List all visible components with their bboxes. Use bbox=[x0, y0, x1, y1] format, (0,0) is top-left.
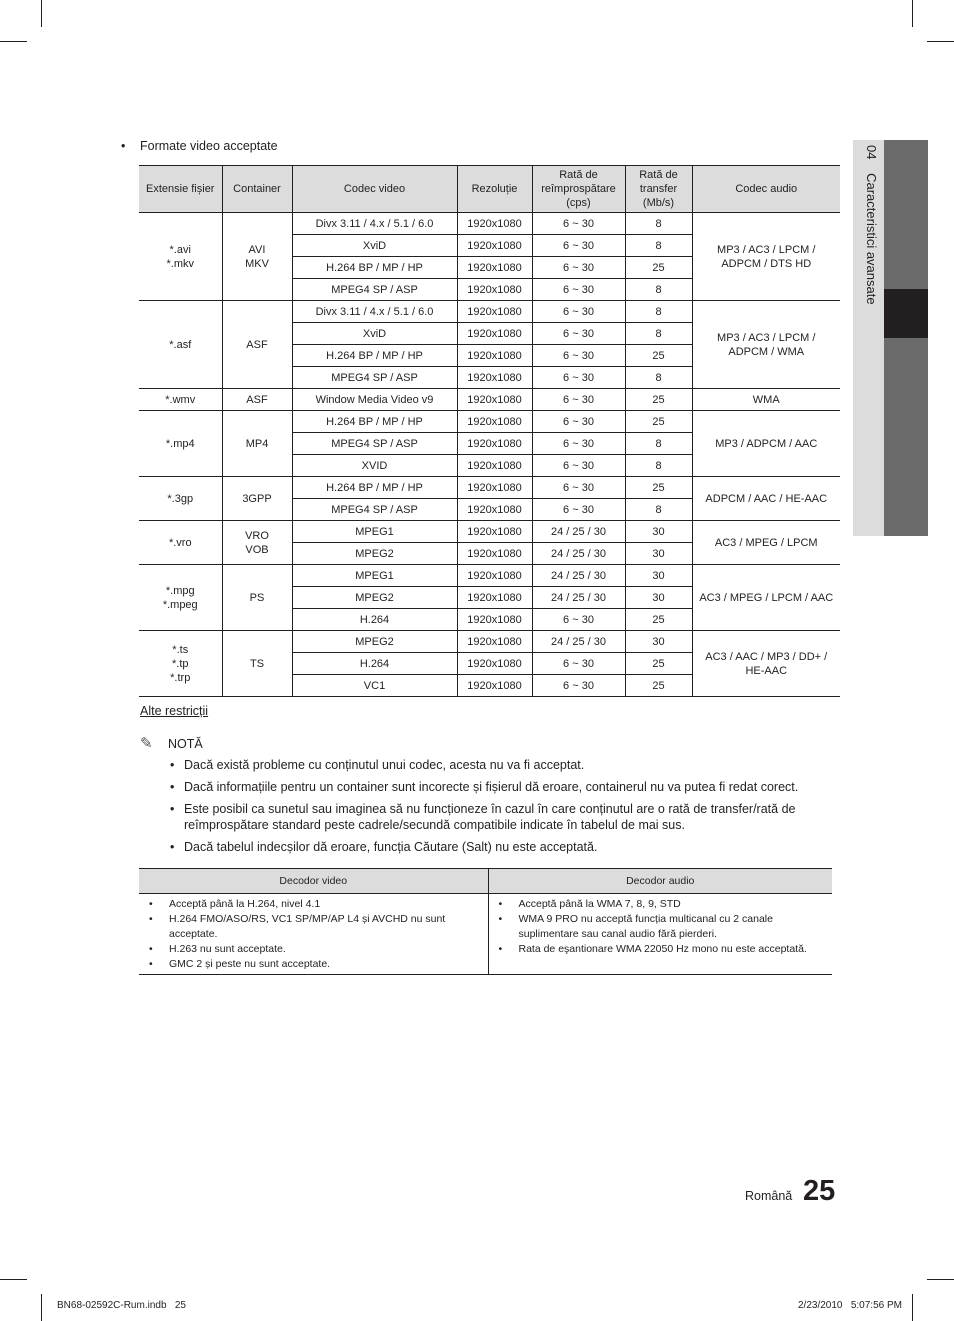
resolution-cell: 1920x1080 bbox=[457, 411, 532, 433]
list-item: • GMC 2 și peste nu sunt acceptate. bbox=[139, 957, 488, 972]
crop-mark bbox=[912, 1294, 913, 1321]
notes-list bbox=[170, 757, 840, 861]
frame-rate-cell: 24 / 25 / 30 bbox=[532, 631, 625, 653]
resolution-cell: 1920x1080 bbox=[457, 235, 532, 257]
list-item: • Acceptă până la H.264, nivel 4.1 bbox=[139, 897, 488, 912]
frame-rate-cell: 6 ~ 30 bbox=[532, 477, 625, 499]
header-resolution: Rezoluție bbox=[457, 166, 532, 213]
resolution-cell: 1920x1080 bbox=[457, 631, 532, 653]
header-bit-rate: Rată de transfer (Mb/s) bbox=[625, 166, 692, 213]
resolution-cell: 1920x1080 bbox=[457, 257, 532, 279]
video-codec-cell: H.264 BP / MP / HP bbox=[292, 257, 457, 279]
extension-cell: *.vro bbox=[139, 521, 222, 565]
frame-rate-cell: 6 ~ 30 bbox=[532, 433, 625, 455]
list-item: • Dacă tabelul indecșilor dă eroare, funcția Căutare (Salt) nu este acceptată. bbox=[170, 839, 840, 855]
list-item: • H.263 nu sunt acceptate. bbox=[139, 942, 488, 957]
language-label: Română bbox=[745, 1189, 793, 1203]
resolution-cell: 1920x1080 bbox=[457, 345, 532, 367]
crop-mark bbox=[41, 0, 42, 27]
chapter-tab-marker bbox=[884, 289, 928, 338]
frame-rate-cell: 24 / 25 / 30 bbox=[532, 587, 625, 609]
chapter-number: 04 bbox=[864, 145, 879, 160]
extension-cell: *.ts *.tp *.trp bbox=[139, 631, 222, 697]
table-row bbox=[139, 389, 840, 411]
container-cell: ASF bbox=[222, 389, 292, 411]
video-codec-cell: XVID bbox=[292, 455, 457, 477]
container-cell: MP4 bbox=[222, 411, 292, 477]
extension-cell: *.3gp bbox=[139, 477, 222, 521]
video-codec-cell: MPEG4 SP / ASP bbox=[292, 433, 457, 455]
header-video-codec: Codec video bbox=[292, 166, 457, 213]
crop-mark bbox=[927, 1279, 954, 1280]
video-codec-cell: MPEG2 bbox=[292, 631, 457, 653]
video-codec-cell: H.264 BP / MP / HP bbox=[292, 411, 457, 433]
bit-rate-cell: 8 bbox=[625, 455, 692, 477]
bit-rate-cell: 8 bbox=[625, 213, 692, 235]
frame-rate-cell: 6 ~ 30 bbox=[532, 279, 625, 301]
resolution-cell: 1920x1080 bbox=[457, 455, 532, 477]
frame-rate-cell: 6 ~ 30 bbox=[532, 301, 625, 323]
video-codec-cell: MPEG1 bbox=[292, 521, 457, 543]
table-row bbox=[139, 521, 840, 543]
list-item: • Este posibil ca sunetul sau imaginea să nu funcționeze în cazul în care conținutul are o rată de transfer/rată de reîmprospătare standard peste cadrele/secundă compatibile indicate în tabelul de mai sus. bbox=[170, 801, 840, 833]
list-item: • WMA 9 PRO nu acceptă funcția multicanal cu 2 canale suplimentare sau canal audio fără pierderi. bbox=[489, 912, 833, 942]
bit-rate-cell: 30 bbox=[625, 543, 692, 565]
video-codec-cell: MPEG1 bbox=[292, 565, 457, 587]
video-codec-cell: XviD bbox=[292, 235, 457, 257]
bit-rate-cell: 30 bbox=[625, 631, 692, 653]
video-codec-cell: XviD bbox=[292, 323, 457, 345]
print-timestamp: 2/23/2010 5:07:56 PM bbox=[798, 1300, 902, 1311]
resolution-cell: 1920x1080 bbox=[457, 499, 532, 521]
intro-bullet: • Formate video acceptate bbox=[121, 139, 278, 153]
bit-rate-cell: 25 bbox=[625, 411, 692, 433]
frame-rate-cell: 6 ~ 30 bbox=[532, 455, 625, 477]
frame-rate-cell: 6 ~ 30 bbox=[532, 257, 625, 279]
header-extension: Extensie fișier bbox=[139, 166, 222, 213]
crop-mark bbox=[41, 1294, 42, 1321]
list-item: • Acceptă până la WMA 7, 8, 9, STD bbox=[489, 897, 833, 912]
table-row bbox=[139, 301, 840, 323]
extension-cell: *.wmv bbox=[139, 389, 222, 411]
frame-rate-cell: 6 ~ 30 bbox=[532, 653, 625, 675]
list-item: • Dacă informațiile pentru un container sunt incorecte și fișierul dă eroare, containerul nu va putea fi redat corect. bbox=[170, 779, 840, 795]
note-label: NOTĂ bbox=[168, 737, 203, 751]
video-codec-cell: MPEG4 SP / ASP bbox=[292, 367, 457, 389]
bit-rate-cell: 30 bbox=[625, 521, 692, 543]
table-row bbox=[139, 477, 840, 499]
frame-rate-cell: 6 ~ 30 bbox=[532, 411, 625, 433]
bit-rate-cell: 30 bbox=[625, 565, 692, 587]
header-video-decoder: Decodor video bbox=[139, 869, 488, 894]
video-formats-table bbox=[139, 165, 840, 697]
bit-rate-cell: 25 bbox=[625, 389, 692, 411]
audio-codec-cell: MP3 / ADPCM / AAC bbox=[692, 411, 840, 477]
resolution-cell: 1920x1080 bbox=[457, 477, 532, 499]
bit-rate-cell: 25 bbox=[625, 345, 692, 367]
frame-rate-cell: 6 ~ 30 bbox=[532, 345, 625, 367]
bit-rate-cell: 8 bbox=[625, 499, 692, 521]
frame-rate-cell: 24 / 25 / 30 bbox=[532, 543, 625, 565]
intro-bullet-text: Formate video acceptate bbox=[140, 139, 278, 153]
video-codec-cell: MPEG4 SP / ASP bbox=[292, 499, 457, 521]
frame-rate-cell: 24 / 25 / 30 bbox=[532, 521, 625, 543]
audio-codec-cell: ADPCM / AAC / HE-AAC bbox=[692, 477, 840, 521]
bit-rate-cell: 8 bbox=[625, 279, 692, 301]
restrictions-title: Alte restricții bbox=[140, 704, 209, 718]
resolution-cell: 1920x1080 bbox=[457, 389, 532, 411]
video-codec-cell: H.264 BP / MP / HP bbox=[292, 345, 457, 367]
crop-mark bbox=[0, 1279, 27, 1280]
list-item: • H.264 FMO/ASO/RS, VC1 SP/MP/AP L4 și AVCHD nu sunt acceptate. bbox=[139, 912, 488, 942]
audio-codec-cell: AC3 / MPEG / LPCM / AAC bbox=[692, 565, 840, 631]
resolution-cell: 1920x1080 bbox=[457, 279, 532, 301]
bit-rate-cell: 25 bbox=[625, 477, 692, 499]
page-number: 25 bbox=[803, 1175, 836, 1207]
extension-cell: *.asf bbox=[139, 301, 222, 389]
video-codec-cell: Window Media Video v9 bbox=[292, 389, 457, 411]
video-decoder-cell bbox=[139, 894, 488, 975]
audio-codec-cell: AC3 / AAC / MP3 / DD+ / HE-AAC bbox=[692, 631, 840, 697]
list-item: • Rata de eşantionare WMA 22050 Hz mono nu este acceptată. bbox=[489, 942, 833, 957]
bit-rate-cell: 30 bbox=[625, 587, 692, 609]
frame-rate-cell: 6 ~ 30 bbox=[532, 675, 625, 697]
header-container: Container bbox=[222, 166, 292, 213]
video-codec-cell: H.264 bbox=[292, 609, 457, 631]
frame-rate-cell: 6 ~ 30 bbox=[532, 235, 625, 257]
bit-rate-cell: 8 bbox=[625, 367, 692, 389]
frame-rate-cell: 6 ~ 30 bbox=[532, 499, 625, 521]
table-row bbox=[139, 631, 840, 653]
audio-codec-cell: WMA bbox=[692, 389, 840, 411]
resolution-cell: 1920x1080 bbox=[457, 213, 532, 235]
table-body bbox=[139, 213, 840, 697]
resolution-cell: 1920x1080 bbox=[457, 609, 532, 631]
note-heading bbox=[140, 734, 203, 752]
bit-rate-cell: 25 bbox=[625, 653, 692, 675]
bit-rate-cell: 8 bbox=[625, 323, 692, 345]
container-cell: VRO VOB bbox=[222, 521, 292, 565]
resolution-cell: 1920x1080 bbox=[457, 675, 532, 697]
table-header-row bbox=[139, 166, 840, 213]
frame-rate-cell: 6 ~ 30 bbox=[532, 609, 625, 631]
table-row bbox=[139, 411, 840, 433]
extension-cell: *.mp4 bbox=[139, 411, 222, 477]
resolution-cell: 1920x1080 bbox=[457, 543, 532, 565]
bit-rate-cell: 8 bbox=[625, 301, 692, 323]
container-cell: AVI MKV bbox=[222, 213, 292, 301]
container-cell: 3GPP bbox=[222, 477, 292, 521]
container-cell: ASF bbox=[222, 301, 292, 389]
audio-codec-cell: MP3 / AC3 / LPCM / ADPCM / DTS HD bbox=[692, 213, 840, 301]
bit-rate-cell: 25 bbox=[625, 609, 692, 631]
audio-codec-cell: MP3 / AC3 / LPCM / ADPCM / WMA bbox=[692, 301, 840, 389]
resolution-cell: 1920x1080 bbox=[457, 433, 532, 455]
crop-mark bbox=[0, 41, 27, 42]
resolution-cell: 1920x1080 bbox=[457, 323, 532, 345]
bit-rate-cell: 25 bbox=[625, 675, 692, 697]
header-frame-rate: Rată de reîmprospătare (cps) bbox=[532, 166, 625, 213]
resolution-cell: 1920x1080 bbox=[457, 587, 532, 609]
table-row bbox=[139, 894, 832, 975]
chapter-tab-label bbox=[859, 145, 879, 535]
chapter-title: Caracteristici avansate bbox=[864, 173, 879, 305]
resolution-cell: 1920x1080 bbox=[457, 367, 532, 389]
frame-rate-cell: 6 ~ 30 bbox=[532, 389, 625, 411]
chapter-tab-dark bbox=[884, 140, 928, 536]
resolution-cell: 1920x1080 bbox=[457, 521, 532, 543]
extension-cell: *.mpg *.mpeg bbox=[139, 565, 222, 631]
bit-rate-cell: 25 bbox=[625, 257, 692, 279]
pencil-note-icon: ✎ bbox=[140, 735, 153, 752]
extension-cell: *.avi *.mkv bbox=[139, 213, 222, 301]
bit-rate-cell: 8 bbox=[625, 235, 692, 257]
container-cell: PS bbox=[222, 565, 292, 631]
list-item: • Dacă există probleme cu conținutul unui codec, acesta nu va fi acceptat. bbox=[170, 757, 840, 773]
table-row bbox=[139, 213, 840, 235]
resolution-cell: 1920x1080 bbox=[457, 565, 532, 587]
file-info: BN68-02592C-Rum.indb 25 bbox=[57, 1300, 186, 1311]
video-codec-cell: MPEG2 bbox=[292, 543, 457, 565]
frame-rate-cell: 6 ~ 30 bbox=[532, 213, 625, 235]
container-cell: TS bbox=[222, 631, 292, 697]
audio-decoder-cell bbox=[488, 894, 832, 975]
frame-rate-cell: 6 ~ 30 bbox=[532, 367, 625, 389]
frame-rate-cell: 6 ~ 30 bbox=[532, 323, 625, 345]
video-codec-cell: MPEG2 bbox=[292, 587, 457, 609]
audio-codec-cell: AC3 / MPEG / LPCM bbox=[692, 521, 840, 565]
table-row bbox=[139, 565, 840, 587]
video-codec-cell: MPEG4 SP / ASP bbox=[292, 279, 457, 301]
resolution-cell: 1920x1080 bbox=[457, 653, 532, 675]
crop-mark bbox=[927, 41, 954, 42]
decoder-table bbox=[139, 868, 832, 975]
video-codec-cell: Divx 3.11 / 4.x / 5.1 / 6.0 bbox=[292, 213, 457, 235]
video-codec-cell: H.264 BP / MP / HP bbox=[292, 477, 457, 499]
bit-rate-cell: 8 bbox=[625, 433, 692, 455]
table-header-row bbox=[139, 869, 832, 894]
video-codec-cell: VC1 bbox=[292, 675, 457, 697]
frame-rate-cell: 24 / 25 / 30 bbox=[532, 565, 625, 587]
video-codec-cell: H.264 bbox=[292, 653, 457, 675]
video-codec-cell: Divx 3.11 / 4.x / 5.1 / 6.0 bbox=[292, 301, 457, 323]
crop-mark bbox=[912, 0, 913, 27]
resolution-cell: 1920x1080 bbox=[457, 301, 532, 323]
header-audio-decoder: Decodor audio bbox=[488, 869, 832, 894]
header-audio-codec: Codec audio bbox=[692, 166, 840, 213]
